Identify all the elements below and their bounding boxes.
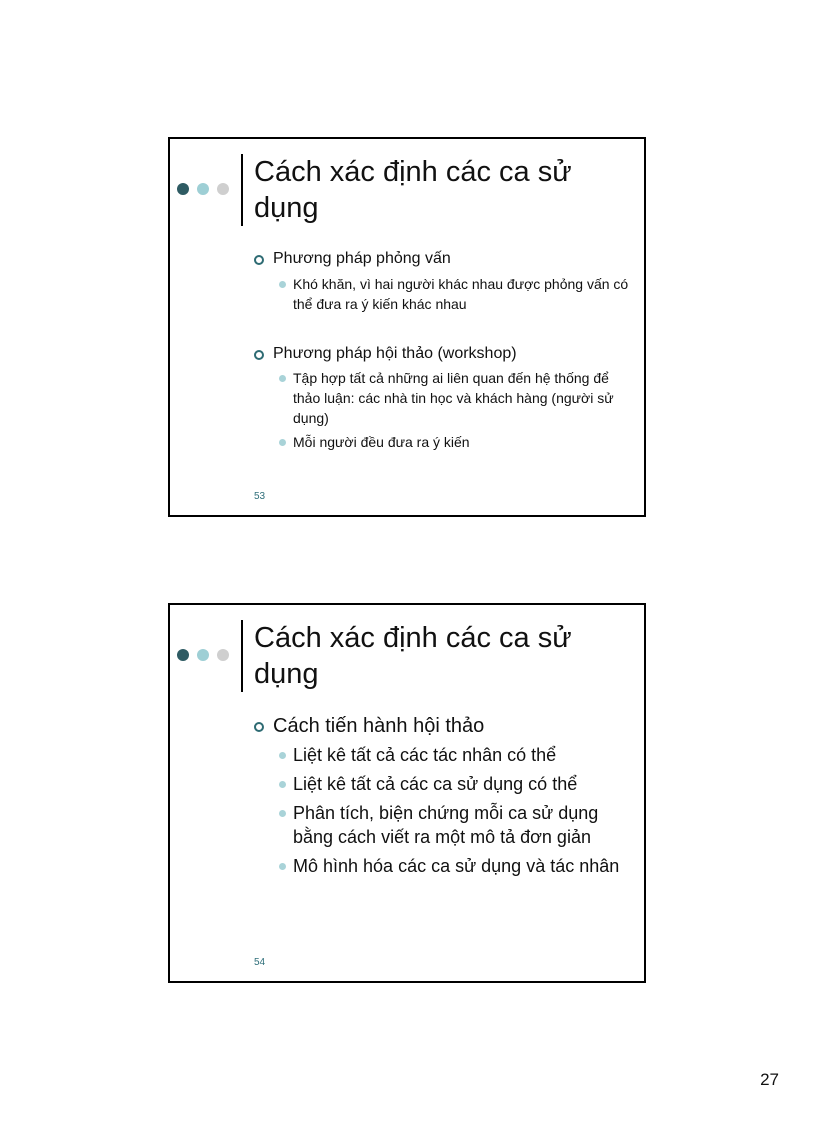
dot-bullet-icon	[279, 863, 286, 870]
sub-bullet-item	[254, 854, 634, 878]
title-divider	[241, 154, 243, 226]
dot-teal-icon	[197, 649, 209, 661]
slide-body	[254, 249, 634, 452]
slide-number: 54	[254, 957, 266, 968]
sub-bullet-text: Phân tích, biện chứng mỗi ca sử dụng bằng cách viết ra một mô tả đơn giản	[293, 803, 599, 847]
sub-bullet-text: Mỗi người đều đưa ra ý kiến	[293, 434, 470, 450]
sub-bullet-text: Liệt kê tất cả các tác nhân có thể	[293, 745, 557, 765]
dot-gray-icon	[217, 649, 229, 661]
slide-body	[254, 713, 634, 878]
bullet-item	[254, 713, 634, 739]
slide-title: Cách xác định các ca sử dụng	[254, 156, 572, 224]
ring-bullet-icon	[254, 350, 264, 360]
sub-bullet-text: Liệt kê tất cả các ca sử dụng có thể	[293, 774, 578, 794]
sub-bullet-item	[254, 368, 634, 428]
dot-dark-icon	[177, 649, 189, 661]
slide-53	[168, 137, 646, 517]
sub-bullet-item	[254, 274, 634, 314]
dot-bullet-icon	[279, 781, 286, 788]
decorative-dots	[177, 649, 229, 661]
bullet-text: Cách tiến hành hội thảo	[273, 715, 485, 737]
dot-dark-icon	[177, 183, 189, 195]
slide-number: 53	[254, 491, 266, 502]
title-divider	[241, 620, 243, 692]
sub-bullet-text: Mô hình hóa các ca sử dụng và tác nhân	[293, 856, 620, 876]
bullet-text: Phương pháp phỏng vấn	[273, 250, 451, 267]
dot-bullet-icon	[279, 810, 286, 817]
slide-title: Cách xác định các ca sử dụng	[254, 622, 572, 690]
sub-bullet-item	[254, 432, 634, 452]
page-number: 27	[760, 1070, 779, 1089]
sub-bullet-item	[254, 743, 634, 767]
dot-bullet-icon	[279, 281, 286, 288]
sub-bullet-text: Khó khăn, vì hai người khác nhau được phỏng vấn có thể đưa ra ý kiến khác nhau	[293, 276, 629, 312]
slide-54	[168, 603, 646, 983]
bullet-item	[254, 249, 634, 269]
bullet-item	[254, 344, 634, 364]
dot-gray-icon	[217, 183, 229, 195]
dot-bullet-icon	[279, 752, 286, 759]
dot-bullet-icon	[279, 439, 286, 446]
dot-bullet-icon	[279, 375, 286, 382]
bullet-text: Phương pháp hội thảo (workshop)	[273, 345, 517, 362]
ring-bullet-icon	[254, 722, 264, 732]
sub-bullet-item	[254, 772, 634, 796]
sub-bullet-text: Tập hợp tất cả những ai liên quan đến hệ thống để thảo luận: các nhà tin học và khách hàng (người sử dụng)	[293, 370, 614, 426]
ring-bullet-icon	[254, 255, 264, 265]
decorative-dots	[177, 183, 229, 195]
sub-bullet-item	[254, 801, 634, 849]
dot-teal-icon	[197, 183, 209, 195]
